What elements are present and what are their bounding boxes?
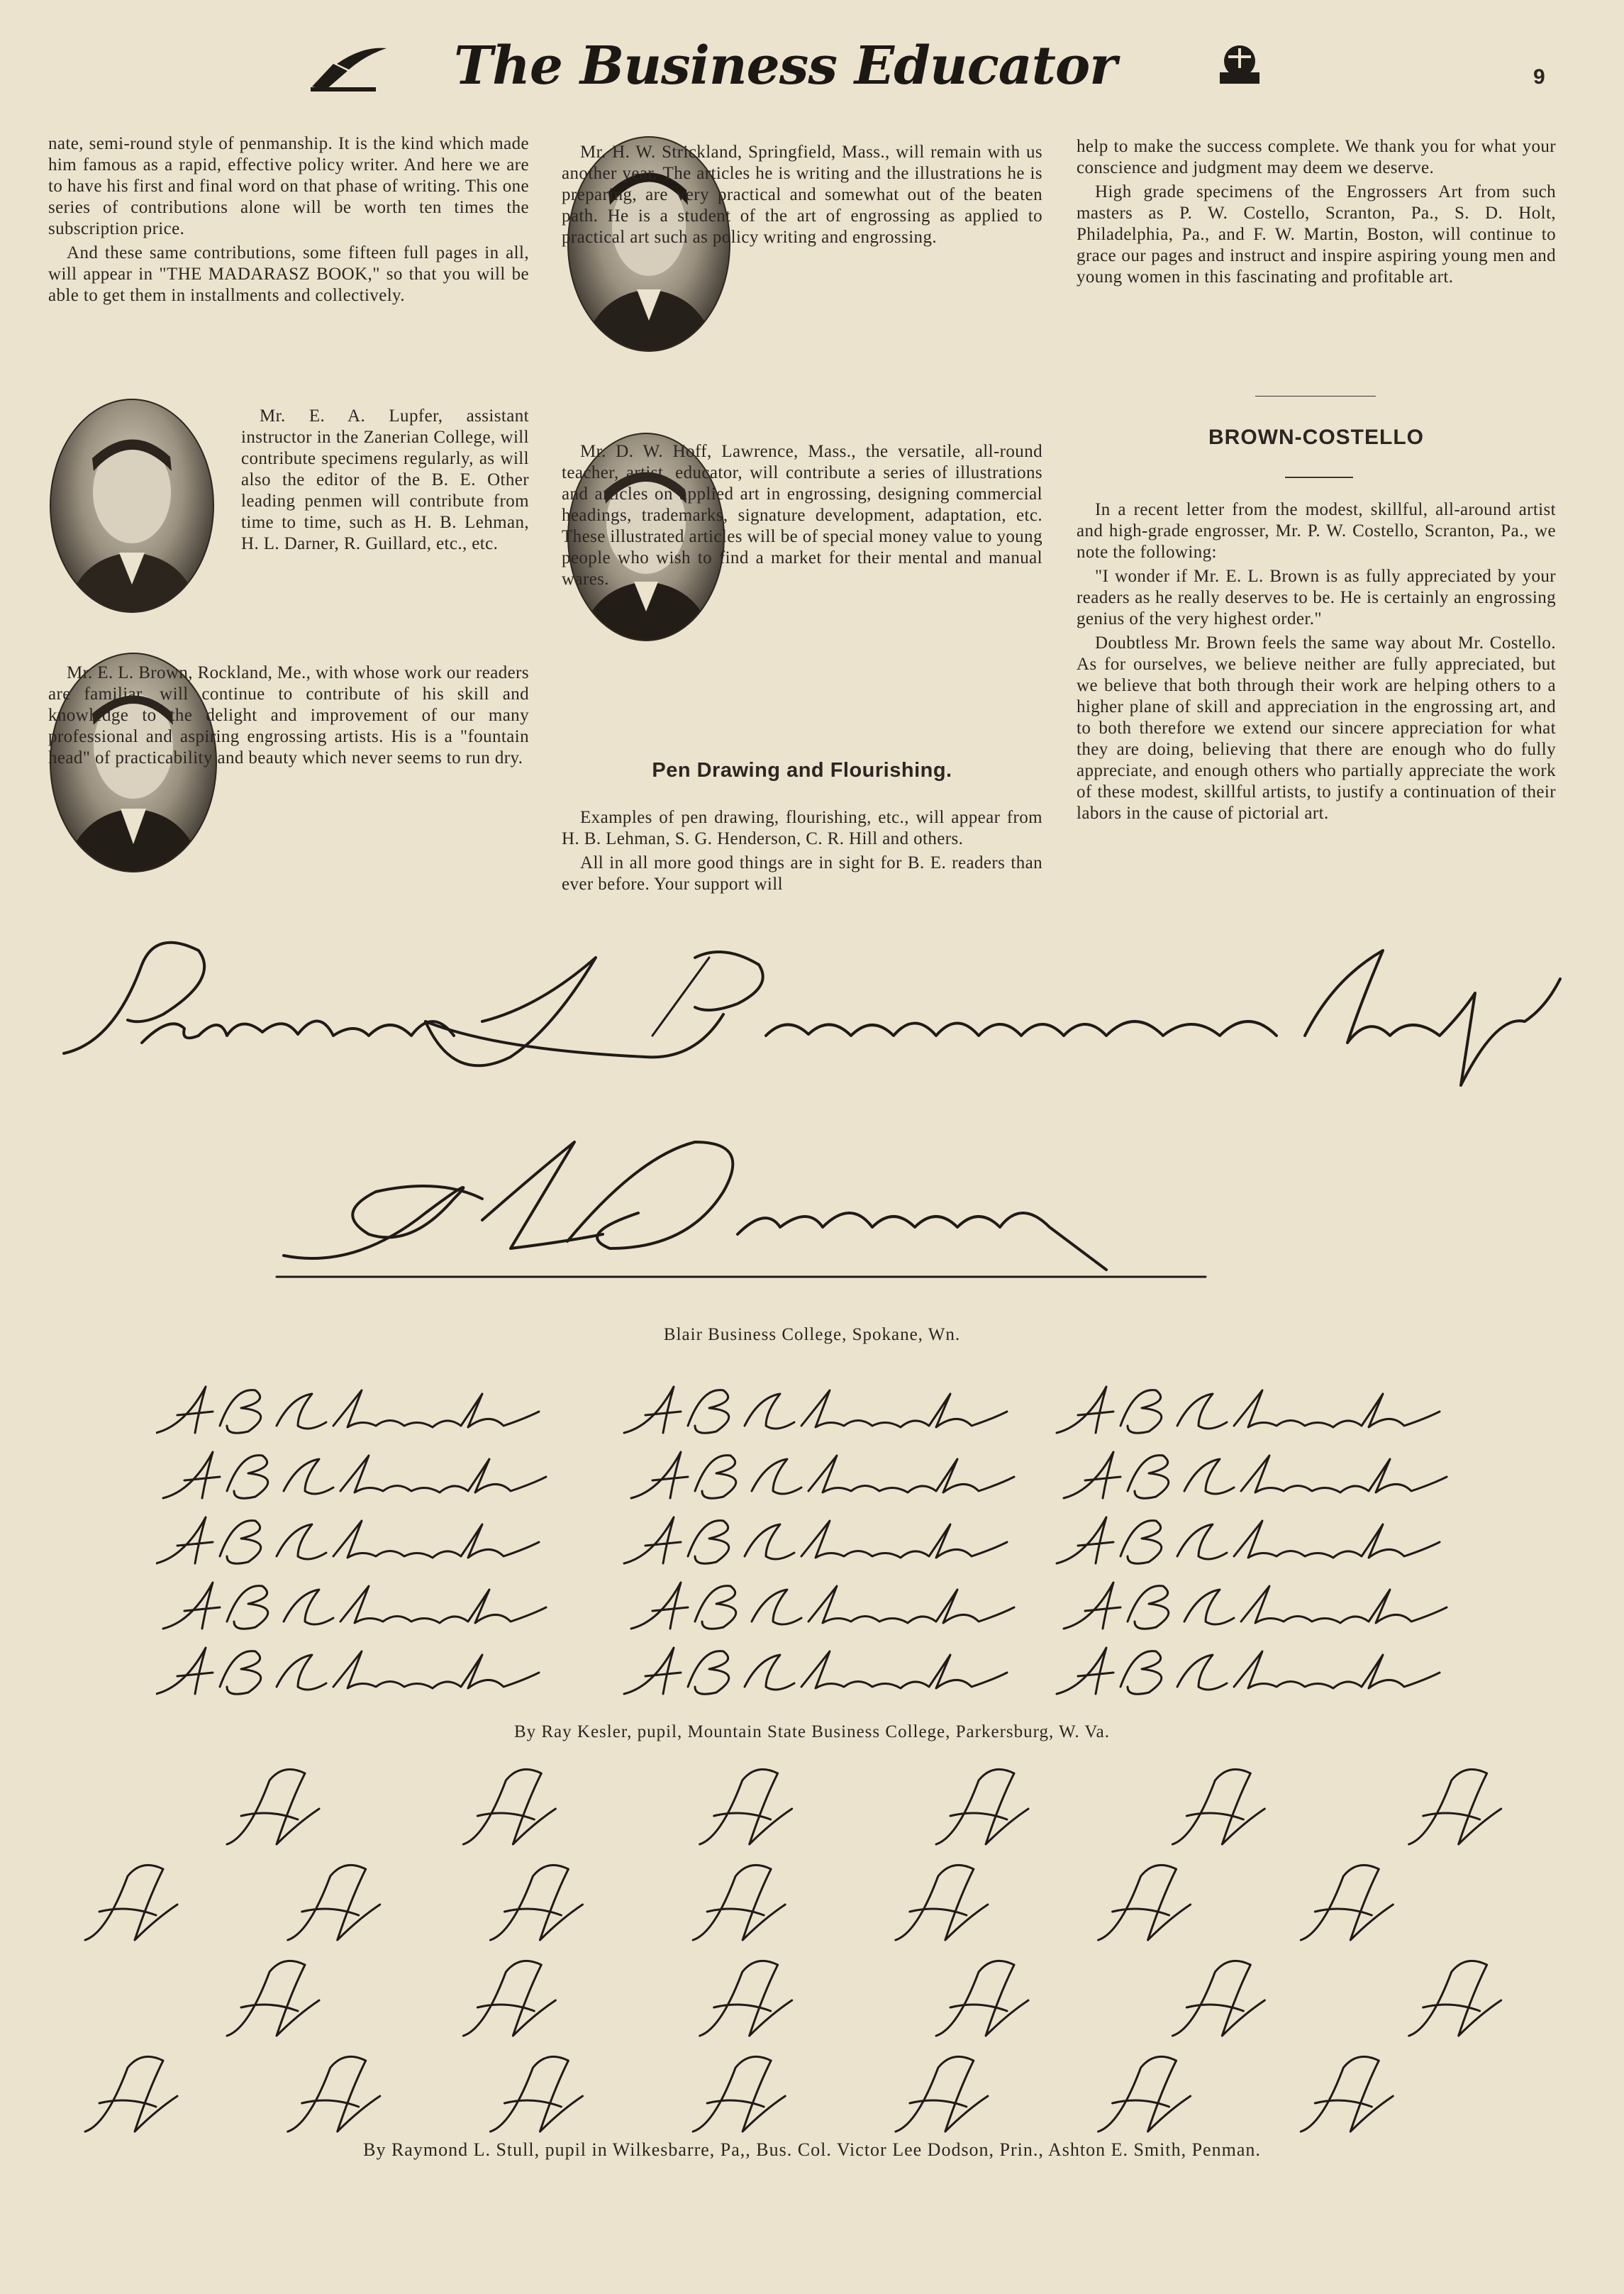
clark-specimen: [156, 1387, 539, 1433]
clark-specimen: [631, 1583, 1014, 1629]
alphabet-letter-v: [490, 2056, 582, 2132]
portrait-lupfer: [50, 399, 214, 613]
blair-college-credit: Blair Business College, Spokane, Wn.: [663, 1325, 961, 1344]
clark-specimen: [1057, 1387, 1440, 1433]
col1-para1: nate, semi-round style of penmanship. It is the kind which made him famous as a rapid, effective policy writer. And here we are to have his first and final word on that phase of writing. This one series of contributions alone will be worth ten times the subscription price.: [48, 134, 529, 238]
column-1-intro: [48, 133, 529, 309]
alphabet-letter-b: [463, 1769, 555, 1844]
alphabet-letter-u: [288, 2056, 380, 2132]
clark-specimen: [156, 1517, 539, 1563]
alphabet-letter-z: [1301, 2056, 1393, 2132]
alphabet-letter-w: [693, 2056, 785, 2132]
alphabet-letter-x: [896, 2056, 988, 2132]
col3-divider-top: [1255, 396, 1376, 397]
alphabet-letter-o: [463, 1961, 555, 2036]
ornament-icon: [1213, 40, 1267, 94]
kesler-credit: By Ray Kesler, pupil, Mountain State Business College, Parkersburg, W. Va.: [513, 1722, 1111, 1741]
alphabet-letter-h: [288, 1865, 380, 1940]
masthead-bar: [305, 37, 1369, 101]
alphabet-letter-g: [85, 1865, 177, 1940]
clark-specimen: [1057, 1648, 1440, 1694]
alphabet-letter-m: [1301, 1865, 1393, 1940]
col3-para3: In a recent letter from the modest, skillful, all-around artist and high-grade engrosser, Mr. P. W. Costello, Scranton, Pa., we note the following:: [1077, 500, 1556, 562]
clark-specimen: [624, 1387, 1007, 1433]
masthead-title: The Business Educator: [454, 35, 1117, 96]
strickland-paragraph: Mr. H. W. Strickland, Springfield, Mass., will remain with us another year. The articles he is writing and the illustrations he is preparing, are very practical and somewhat out of the beaten path. He is a student of the art of engrossing as applied to practical art such as policy writing and engrossing.: [562, 143, 1042, 247]
col1-para2: And these same contributions, some fifteen full pages in all, will appear in "THE MADARASZ BOOK," so that you will be able to get them in installments and collectively.: [48, 243, 529, 305]
brown-paragraph: Mr. E. L. Brown, Rockland, Me., with whose work our readers are familiar, will continue to contribute of his skill and knowledge to the delight and improvement of our many professional and aspiring engrossing artists. His is a "fountain head" of practicability and beauty which never seems to run dry.: [48, 663, 529, 768]
alphabet-letter-p: [700, 1961, 792, 2036]
col3-divider-bottom: [1285, 477, 1353, 478]
clark-specimen: [163, 1583, 546, 1629]
clark-specimen: [156, 1648, 539, 1694]
hoff-paragraph: Mr. D. W. Hoff, Lawrence, Mass., the versatile, all-round teacher, artist, educator, will contribute a series of illustrations and articles on applied art in engrossing, designing commercial headings, trademarks, signature development, adaptation, etc. These illustrated articles will be of special money value to young people who wish to find a market for their mental and manual wares.: [562, 442, 1042, 589]
alphabet-letter-n: [227, 1961, 319, 2036]
alphabet-letter-k: [896, 1865, 988, 1940]
alphabet-letter-c: [700, 1769, 792, 1844]
pen-para2: All in all more good things are in sight for B. E. readers than ever before. Your support will: [562, 853, 1042, 894]
clark-specimen: [624, 1648, 1007, 1694]
clark-specimen: [1057, 1517, 1440, 1563]
col2-strickland-text: [562, 142, 1042, 251]
clark-specimen: [631, 1452, 1014, 1498]
alphabet-letter-t: [85, 2056, 177, 2132]
pen-drawing-heading: Pen Drawing and Flourishing.: [652, 759, 952, 782]
brown-costello-heading: BROWN-COSTELLO: [1208, 426, 1424, 449]
col1-brown-text: [48, 663, 529, 772]
alphabet-letter-i: [490, 1865, 582, 1940]
col1-lupfer-text: [241, 406, 529, 558]
col3-para5: Doubtless Mr. Brown feels the same way about Mr. Costello. As for ourselves, we believe neither are fully appreciated, but we believe that both through their work are helping others to a higher plane of skill and appreciation in the engrossing art, and to both therefore we extend our sincere appreciation for what they are doing, believing that there are enough who do fully appreciate, and enough others who partially appreciate the work of these modest, skillful artists, to justify a continuation of their labors in the cause of pictorial art.: [1077, 633, 1556, 823]
col3-para4: "I wonder if Mr. E. L. Brown is as fully appreciated by your readers as he really deserves to be. He is certainly an engrossing genius of the very highest order.": [1077, 567, 1556, 628]
col2-pen-text: [562, 807, 1042, 898]
practical-penmanship-title: [57, 936, 1567, 1099]
quill-pen-icon: [305, 43, 390, 92]
specimen-grid: [156, 1369, 1468, 1710]
col3-para1: help to make the success complete. We thank you for what your conscience and judgment may deem we deserve.: [1077, 137, 1556, 177]
stull-credit: By Raymond L. Stull, pupil in Wilkesbarre, Pa,, Bus. Col. Victor Lee Dodson, Prin., Ashton E. Smith, Penman.: [363, 2139, 1261, 2160]
script-alphabet: [43, 1752, 1581, 2149]
alphabet-letter-f: [1409, 1769, 1501, 1844]
alphabet-letter-r: [1172, 1961, 1264, 2036]
alphabet-letter-d: [936, 1769, 1028, 1844]
alphabet-letter-l: [1099, 1865, 1191, 1940]
alphabet-letter-e: [1172, 1769, 1264, 1844]
clark-specimen: [1064, 1583, 1447, 1629]
alphabet-letter-q: [936, 1961, 1028, 2036]
darner-signature: [269, 1128, 1220, 1298]
column-3: [1077, 136, 1556, 291]
lupfer-paragraph: Mr. E. A. Lupfer, assistant instructor in the Zanerian College, will contribute specimens regularly, as will also the editor of the B. E. Other leading penmen will contribute from time to time, such as H. B. Lehman, H. L. Darner, R. Guillard, etc., etc.: [241, 406, 529, 553]
col3-para2: High grade specimens of the Engrossers Art from such masters as P. W. Costello, Scranton, Pa., S. D. Holt, Philadelphia, Pa., and F. W. Martin, Boston, will continue to grace our pages and instruct and inspire aspiring young men and young women in this fascinating and profitable art.: [1077, 182, 1556, 287]
alphabet-letter-j: [693, 1865, 785, 1940]
alphabet-letter-y: [1099, 2056, 1191, 2132]
column-3-article: [1077, 499, 1556, 827]
clark-specimen: [163, 1452, 546, 1498]
clark-specimen: [624, 1517, 1007, 1563]
alphabet-letter-s: [1409, 1961, 1501, 2036]
page-number: 9: [1533, 65, 1545, 89]
clark-specimen: [1064, 1452, 1447, 1498]
pen-para1: Examples of pen drawing, flourishing, etc., will appear from H. B. Lehman, S. G. Henderson, C. R. Hill and others.: [562, 808, 1042, 848]
alphabet-letter-a: [227, 1769, 319, 1844]
col2-hoff-text: [562, 441, 1042, 593]
